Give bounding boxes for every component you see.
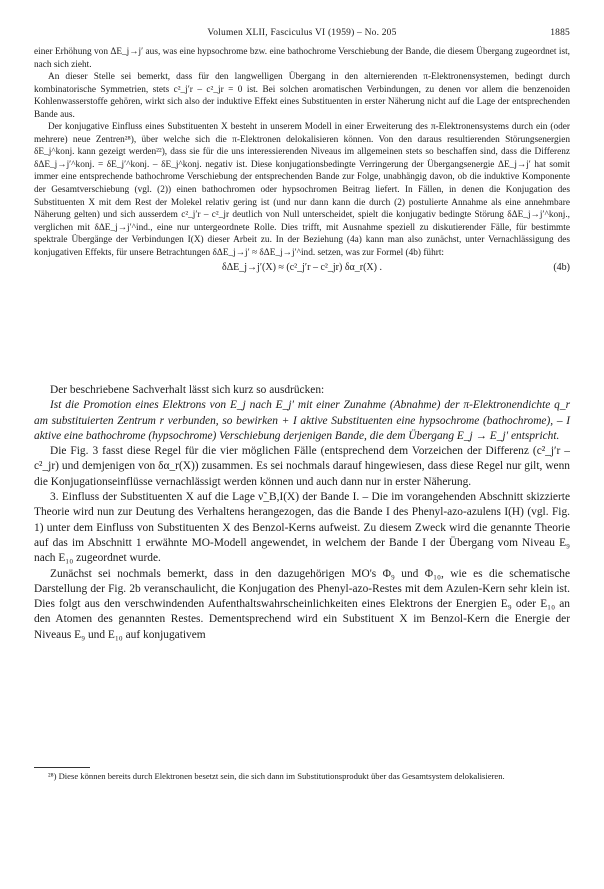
paragraph-conjugative-influence: Der konjugative Einfluss eines Substituenten X besteht in unserem Modell in einer Erweiterung des π-Elektronensystems durch ein (oder mehrere) neue Zentren²⁸), über welche sich die π-Elektronen delokalisieren können. Von den daraus resultierenden Störungsenergien δE_j^konj. kann gezeigt werden²²), dass sie für die uns interessierenden Niveaus im allgemeinen stets so beschaffen sind, dass die Differenz δΔE_j→j′^konj. = δE_j′^konj. – δE_j^konj. negativ ist. Diese konjugationsbedingte Verringerung der Übergangsenergie ΔE_j→j′ hat somit immer eine entsprechende bathochrome Verschiebung der entsprechenden Bande zur Folge, unabhängig davon, ob die induktive Komponente der Gesamtverschiebung (vgl. (2)) einen bathochromen oder hypsochromen Beitrag liefert. In Fällen, in denen die Konjugation des Substituenten X mit dem Rest der Molekel relativ gering ist (und nur dann kann die durch (2) postulierte Annahme als eine annehmbare Näherung gelten) und sich ausserdem c²_j′r – c²_jr deutlich von Null unterscheidet, spielt die konjugativ bedingte Störung δΔE_j→j′^konj., verglichen mit δΔE_j→j′^ind., eine nur untergeordnete Rolle. Dies trifft, mit Ausnahme speziell zu diskutierender Fälle, für bestimmte spektrale Übergänge der Verbindungen I(X) dieser Arbeit zu. In der Beziehung (4a) kann man also zunächst, unter Vernachlässigung des konjugativen Effekts, für unsere Betrachtungen δΔE_j→j′ ≈ δΔE_j→j′^ind. setzen, was zur Formel (4b) führt: [34, 122, 570, 258]
small-print-section [34, 46, 570, 277]
paragraph-section-3: 3. Einfluss der Substituenten X auf die Lage ν̃_B,I(X) der Bande I. – Die im vorangehenden Abschnitt skizzierte Theorie wird nun zur Deutung des Verhaltens herangezogen, das die Bande I des Phenyl-azo-azulens I(H) (vgl. Fig. 1) unter dem Einfluss von Substituenten X des Benzol-Kerns aufweist. Zu diesem Zweck wird die genannte Theorie auf das im Abschnitt 1 erwähnte MO-Modell angewendet, in welchem der Bande I der Übergang vom Niveau E₉ nach E₁₀ zugeordnet wurde. [34, 491, 570, 565]
paragraph-rule-statement: Ist die Promotion eines Elektrons von E_j nach E_j′ mit einer Zunahme (Abnahme) der π-Elektronendichte q_r am substituierten Zentrum r verbunden, so bewirken + I aktive Substituenten eine hypsochrome (bathochrome), – I aktive eine bathochrome (hypsochrome) Verschiebung derjenigen Bande, die dem Übergang E_j → E_j′ entspricht. [34, 399, 570, 442]
equation-number: (4b) [553, 262, 570, 274]
paragraph-continuation: einer Erhöhung von ΔE_j→j′ aus, was eine hypsochrome bzw. eine bathochrome Verschiebung der Bande, die diesem Übergang zugeordnet ist, nach sich zieht. [34, 47, 570, 70]
paragraph-summary-intro: Der beschriebene Sachverhalt lässt sich kurz so ausdrücken: [50, 384, 325, 396]
page-number: 1885 [550, 28, 570, 38]
equation-text: δΔE_j→j′(X) ≈ (c²_j′r – c²_jr) δα_r(X) . [222, 262, 382, 274]
main-text-section [34, 383, 570, 643]
paragraph-fig3: Die Fig. 3 fasst diese Regel für die vier möglichen Fälle (entsprechend dem Vorzeichen der Differenz (c²_j′r – c²_jr) und demjenigen von δα_r(X)) zusammen. Es sei nochmals darauf hingewiesen, dass diese Regel nur gilt, wenn die Konjugationseinflüsse vernachlässigt werden können und auch dann nur in erster Näherung. [34, 445, 570, 488]
paragraph-mo-conjugation: Zunächst sei nochmals bemerkt, dass in den dazugehörigen MO's Φ₉ und Φ₁₀, wie es die schematische Darstellung der Fig. 2b veranschaulicht, die Konjugation des Phenyl-azo-Restes mit dem Azulen-Kern sehr klein ist. Dies folgt aus den verschwindenden Aufenthaltswahrscheinlichkeiten eines Elektrons der Energien E₉ oder E₁₀ an den Atomen des genannten Restes. Dementsprechend wird ein Substituent X im Benzol-Kern die Energie der Niveaus E₉ und E₁₀ auf konjugativem [34, 567, 570, 641]
footnote-rule [34, 767, 90, 768]
running-head: Volumen XLII, Fasciculus VI (1959) – No. 205 [207, 28, 397, 38]
equation-4b [34, 262, 570, 275]
paragraph-alternant-systems: An dieser Stelle sei bemerkt, dass für den langwelligen Übergang in den alternierenden π-Elektronensystemen, bedingt durch kombinatorische Symmetrien, stets c²_j′r – c²_jr = 0 ist. Bei solchen aromatischen Verbindungen, zu denen vor allem die benzenoiden Kohlenwasserstoffe gehören, wirkt sich also der induktive Effekt eines Substituenten in erster Näherung nicht auf die Lage der entsprechenden Bande aus. [34, 72, 570, 120]
footnote-28: ²⁸) Diese können bereits durch Elektronen besetzt sein, die sich dann im Substitutionsprodukt über das Gesamtsystem delokalisieren. [48, 771, 505, 781]
running-header [34, 28, 570, 42]
